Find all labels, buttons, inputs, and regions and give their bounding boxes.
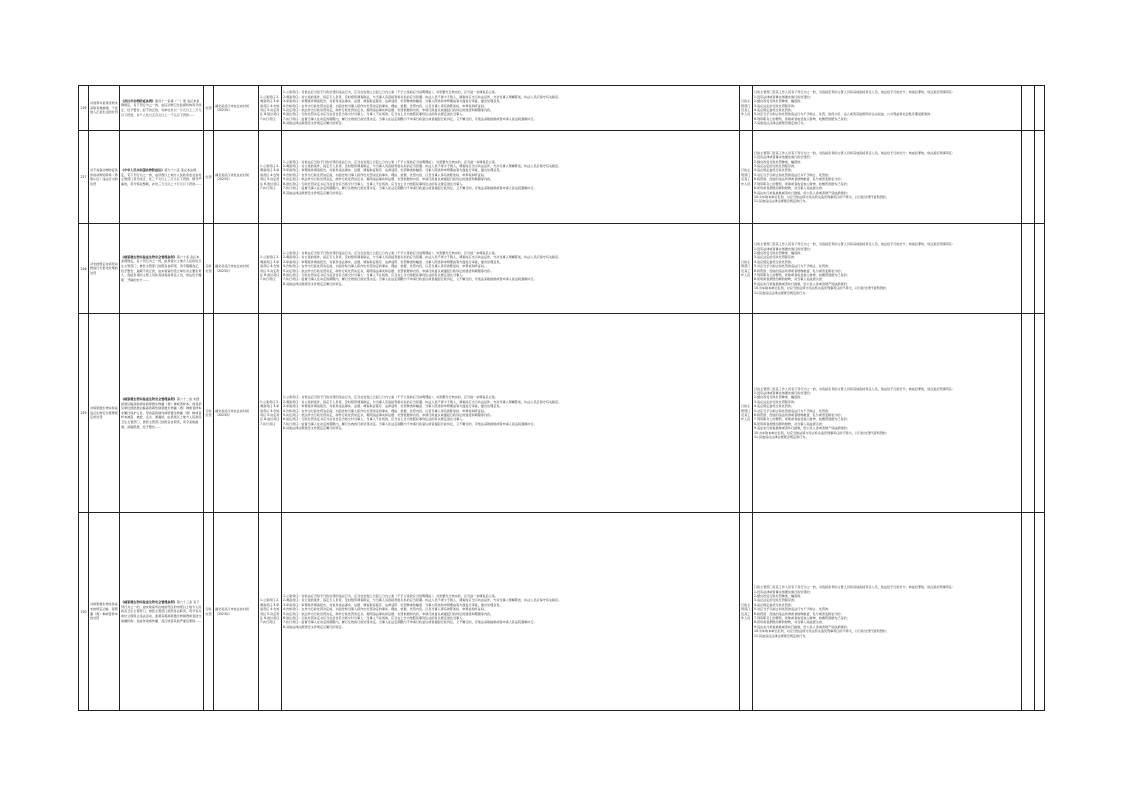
duty-list: 1.立案责任 2.调查责任 3.审查责任 4.告知责任 5.决定责任 6.送达责任 7.执行责任 xyxy=(259,313,282,513)
accountability-line: 8.使用或者损毁扣押的财物，对当事人造成损失的； xyxy=(754,620,826,625)
remark-cell xyxy=(1035,224,1045,313)
remark-cell xyxy=(1022,313,1035,513)
accountability-line: 3.违反法定的行政处罚程序的； xyxy=(754,103,798,108)
accountability-line: 行政主管部门及其工作人员有下列行为之一的，对直接负责的主管人员和其他直接责任人员，依法给予行政处分；构成犯罪的，依法追究刑事责任： xyxy=(754,90,956,95)
row-number: 228 xyxy=(79,224,89,313)
responsibility-line: 4.告知责任：在作出行政处罚决定前，书面告知当事人拟作出处罚决定的事实、理由、依据、处罚内容，以及当事人享有的陈述权、申辩权和听证权。 xyxy=(283,607,488,612)
item-name: 对饲养鸟类等宠物未采取有效措施，干扰他人正常生活的处罚 xyxy=(89,86,120,131)
accountability-line: 2.擅自改变行政处罚种类、幅度的； xyxy=(754,250,804,255)
accountability-line: 4.违反规定委托行政处罚的； xyxy=(754,259,795,264)
document-page xyxy=(78,85,1044,711)
subject-type: 行政处罚 xyxy=(204,224,214,313)
legal-basis-title: 《中华人民共和国动物防疫法》 xyxy=(121,168,165,173)
responsibility-line: 4.告知责任：在作出行政处罚决定前，书面告知当事人拟作出处罚决定的事实、理由、依据、处罚内容，以及当事人享有的陈述权、申辩权和听证权。 xyxy=(283,264,488,269)
responsibility-line: 1.立案责任：对依法应当给予行政处罚的违法行为，应当在发现之日起七日内立案（不予立案的应当说明理由），对需要先行核实的，应当进一步调查后立案。 xyxy=(283,250,498,255)
accountability-line: 9.违法实行检查措施或者执行措施，给公民人身或者财产造成损害的； xyxy=(754,426,850,431)
responsibility-line: 8.其他法律法规规章文件规定应履行的责任。 xyxy=(283,624,345,629)
legal-basis-title: 《病原微生物实验室生物安全管理条例》 xyxy=(121,600,177,605)
accountability-line: 11.其他违反法律法规规章规定的行为。 xyxy=(754,199,809,204)
accountability-line: 10.为牟取本单位私利，对应当依法移交司法机关追究刑事责任的不移交，以行政处罚代替刑罚的； xyxy=(754,430,889,435)
accountability-line: 5.对应当予以制止和处罚的违法行为不予制止、处罚的； xyxy=(754,264,832,269)
accountability-text xyxy=(753,313,1022,513)
responsibility-line: 4.告知责任：在作出行政处罚决定前，书面告知当事人拟作出处罚决定的事实、理由、依据、处罚内容，以及当事人享有的陈述权、申辩权和听证权。 xyxy=(283,172,488,177)
responsibility-line: 1.立案责任：对依法应当给予行政处罚的违法行为，应当在发现之日起七日内立案（不予立案的应当说明理由），对需要先行核实的，应当进一步调查后立案。 xyxy=(283,395,498,400)
responsibility-line: 5.决定责任：依法作出行政处罚决定，制作行政处罚决定书，载明违法事实和证据、处罚依据和内容、申请行政复议或提起行政诉讼的途径和期限等内容。 xyxy=(283,611,494,616)
accountability-line: 3.违反法定的行政处罚程序的； xyxy=(754,598,798,603)
responsibility-text xyxy=(282,86,740,131)
authority: 湖北省武汉市农业农村局（2023年） xyxy=(214,86,259,131)
subject-type: 行政处罚 xyxy=(204,513,214,711)
legal-basis xyxy=(120,513,204,711)
responsibility-table xyxy=(78,85,1045,711)
accountability-line: 11.其他违反法律法规规章规定的行为。 xyxy=(754,633,809,638)
legal-basis-text: 第九十八条 违反本法规定，有下列行为之一的，由县级以上地方人民政府农业农村主管部门责令改正，处三千元以上三万元以下罚款；情节严重的，责令停业整顿，并处三万元以上十万元以下罚款…… xyxy=(121,168,202,186)
subject-type: 处罚 xyxy=(204,131,214,224)
responsibility-line: 3.审查责任：审理案件调查报告，对案件违法事实、证据、调查取证程序、法律适用、处罚种类和幅度、当事人陈述和申辩理由等方面进行审查，提出处理意见。 xyxy=(283,602,503,607)
item-name: 对病原微生物实验室未按规定运输、保管菌（毒）种或者样本的处罚 xyxy=(89,513,120,711)
responsibility-line: 8.其他法律法规规章文件规定应履行的责任。 xyxy=(283,426,345,431)
remark-cell xyxy=(1022,86,1035,131)
responsible-party: 行政主管部门及其工作人员 xyxy=(740,513,753,711)
accountability-line: 1.没有法律或者事实依据实施行政处罚的； xyxy=(754,155,813,160)
legal-basis xyxy=(120,224,204,313)
table-row xyxy=(79,86,1045,131)
responsibility-line: 5.决定责任：依法作出行政处罚决定，制作行政处罚决定书，载明违法事实和证据、处罚依据和内容、申请行政复议或提起行政诉讼的途径和期限等内容。 xyxy=(283,108,494,113)
accountability-line: 1.没有法律或者事实依据实施行政处罚的； xyxy=(754,94,813,99)
accountability-text xyxy=(753,224,1022,313)
table-row xyxy=(79,513,1045,711)
accountability-line: 7.利用职务上的便利，索取或者收受他人财物、收缴罚款据为己有的； xyxy=(754,616,850,621)
legal-basis xyxy=(120,131,204,224)
duty-list: 1.立案责任 2.调查责任 3.审查责任 4.告知责任 5.决定责任 6.送达责任 7.执行责任 xyxy=(259,86,282,131)
remark-cell xyxy=(1035,131,1045,224)
responsibility-line: 7.执行责任：监督当事人在决定的期限内，履行生效的行政处罚决定。当事人在法定期限内不申请行政复议或者提起行政诉讼，又不履行的，可依法采取措施或者申请人民法院强制执行。 xyxy=(283,277,537,282)
responsibility-text xyxy=(282,224,740,313)
legal-basis-title: 《病原微生物实验室生物安全管理条例》 xyxy=(121,396,177,401)
responsibility-line: 5.决定责任：依法作出行政处罚决定，制作行政处罚决定书，载明违法事实和证据、处罚依据和内容、申请行政复议或提起行政诉讼的途径和期限等内容。 xyxy=(283,177,494,182)
row-number: 229 xyxy=(79,313,89,513)
row-number: 227 xyxy=(79,131,89,224)
accountability-line: 10.为牟取本单位私利，对应当依法移交司法机关追究刑事责任的不移交，以行政处罚代替刑罚的； xyxy=(754,629,889,634)
responsibility-line: 8.其他法律法规规章文件规定应履行的责任。 xyxy=(283,190,345,195)
accountability-line: 行政主管部门及其工作人员有下列行为之一的，对直接负责的主管人员和其他直接责任人员，依法给予行政处分；构成犯罪的，依法追究刑事责任： xyxy=(754,242,956,247)
remark-cell xyxy=(1035,86,1045,131)
responsibility-line: 7.执行责任：监督当事人在决定的期限内，履行生效的行政处罚决定。当事人在法定期限内不申请行政复议或者提起行政诉讼，又不履行的，可依法采取措施或者申请人民法院强制执行。 xyxy=(283,116,537,121)
item-name: 对未按规定对病死动物进行无害化处理的处罚 xyxy=(89,224,120,313)
accountability-line: 9.违法实行检查措施或者执行措施，给公民人身或者财产造成损害的； xyxy=(754,190,850,195)
accountability-line: 1.没有法律或者事实依据实施行政处罚的； xyxy=(754,589,813,594)
responsibility-line: 3.审查责任：审理案件调查报告，对案件违法事实、证据、调查取证程序、法律适用、处罚种类和幅度、当事人陈述和申辩理由等方面进行审查，提出处理意见。 xyxy=(283,259,503,264)
accountability-line: 8.使用或者损毁扣押的财物，对当事人造成损失的； xyxy=(754,277,826,282)
table-row xyxy=(79,131,1045,224)
accountability-line: 3.违反法定的行政处罚程序的； xyxy=(754,399,798,404)
authority: 湖北省武汉市农业农村局（2023年） xyxy=(214,131,259,224)
responsibility-line: 3.审查责任：审理案件调查报告，对案件违法事实、证据、调查取证程序、法律适用、处罚种类和幅度、当事人陈述和申辩理由等方面进行审查，提出处理意见。 xyxy=(283,168,503,173)
legal-basis-title: 《武汉市动物防疫条例》 xyxy=(121,98,156,103)
remark-cell xyxy=(1022,513,1035,711)
table-body xyxy=(79,86,1045,711)
duty-list: 1.立案责任 2.调查责任 3.审查责任 4.告知责任 5.决定责任 6.送达责任 7.执行责任 xyxy=(259,131,282,224)
responsibility-line: 3.审查责任：审理案件调查报告，对案件违法事实、证据、调查取证程序、法律适用、处罚种类和幅度、当事人陈述和申辩理由等方面进行审查，提出处理意见。 xyxy=(283,404,503,409)
responsibility-line: 2.调查责任：对立案的案件，指定专人负责，及时组织调查取证，与当事人有直接利害关系的应当回避。执法人员不得少于两人，调查时应出示执法证件，允许当事人辩解陈述，执法人员应保守有关秘密。 xyxy=(283,598,562,603)
responsibility-line: 2.调查责任：对立案的案件，指定专人负责，及时组织调查取证，与当事人有直接利害关系的应当回避。执法人员不得少于两人，调查时应出示执法证件，允许当事人辩解陈述，执法人员应保守有关秘密。 xyxy=(283,94,562,99)
accountability-line: 6.将罚款、没收的违法所得或者财物截留、私分或者变相私分的； xyxy=(754,177,844,182)
accountability-line: 3.违反法定的行政处罚程序的； xyxy=(754,164,798,169)
responsibility-line: 2.调查责任：对立案的案件，指定专人负责，及时组织调查取证，与当事人有直接利害关系的应当回避。执法人员不得少于两人，调查时应出示执法证件，允许当事人辩解陈述，执法人员应保守有关秘密。 xyxy=(283,164,562,169)
accountability-line: 2.擅自改变行政处罚种类、幅度的； xyxy=(754,594,804,599)
responsible-party: 行政主管部门及其工作人员 xyxy=(740,131,753,224)
responsible-party: 行政主管部门及其工作人员 xyxy=(740,86,753,131)
remark-cell xyxy=(1035,313,1045,513)
legal-basis-text: 第六十二条 未经批准运输高致病性病原微生物菌（毒）种或者样本，或者承运单位经批准运输高致病性病原微生物菌（毒）种或者样本未履行保护义务，导致高致病性病原微生物菌（毒）种或者样本被盗、被抢、丢失、泄漏的，由县级以上地方人民政府卫生主管部门、兽医主管部门依照各自职责，责令采取措施，消除隐患，给予警告…… xyxy=(121,396,202,429)
accountability-line: 8.使用或者损毁扣押的财物，对当事人造成损失的； xyxy=(754,186,826,191)
accountability-line: 11.其他违反法律法规规章规定的行为。 xyxy=(754,290,809,295)
legal-basis-text: 第四十一条第（一）项 违反本条例规定，有下列行为之一的，由区动物卫生监督机构责令改正，给予警告；拒不改正的，对单位处以一万元以上二万元以下罚款，对个人处以五百元以上一千元以下罚款…… xyxy=(121,98,202,117)
legal-basis-text: 第六十三条 有下列行为之一的，由实验室所在地的设区的市级以上地方人民政府卫生主管部门、兽医主管部门依照各自职责，责令有关单位立即停止违法活动，监督其将病原微生物销毁或者送交保藏机构；造成传染病传播、流行或者其他严重后果的…… xyxy=(121,600,202,623)
responsibility-line: 8.其他法律法规规章文件规定应履行的责任。 xyxy=(283,281,345,286)
accountability-line: 4.违反规定委托行政处罚的； xyxy=(754,602,795,607)
authority: 湖北省武汉市农业农村局（2023年） xyxy=(214,224,259,313)
accountability-text xyxy=(753,513,1022,711)
subject-type: 行政处罚 xyxy=(204,313,214,513)
duty-list: 1.立案责任 2.调查责任 3.审查责任 4.告知责任 5.决定责任 6.送达责任 7.执行责任 xyxy=(259,513,282,711)
accountability-line: 7.利用职务上的便利，索取或者收受他人财物、收缴罚款据为己有的； xyxy=(754,417,850,422)
table-row xyxy=(79,224,1045,313)
subject-type: 处罚 xyxy=(204,86,214,131)
accountability-line: 5.对应当予以制止和处罚的违法行为不予制止、处罚的； xyxy=(754,408,832,413)
accountability-line: 5.对应当予以制止和处罚的违法行为不予制止、处罚，致使公民、法人或者其他组织的合法权益、公共利益和社会秩序遭受损害的； xyxy=(754,112,934,117)
accountability-line: 7.利用职务上的便利，索取或者收受他人财物、收缴罚款据为己有的； xyxy=(754,181,850,186)
accountability-line: 7.利用职务上的便利，索取或者收受他人财物、收缴罚款据为己有的； xyxy=(754,272,850,277)
responsibility-text xyxy=(282,513,740,711)
accountability-line: 行政主管部门及其工作人员有下列行为之一的，对直接负责的主管人员和其他直接责任人员，依法给予行政处分；构成犯罪的，依法追究刑事责任： xyxy=(754,585,956,590)
responsibility-line: 7.执行责任：监督当事人在决定的期限内，履行生效的行政处罚决定。当事人在法定期限内不申请行政复议或者提起行政诉讼，又不履行的，可依法采取措施或者申请人民法院强制执行。 xyxy=(283,186,537,191)
responsibility-line: 8.其他法律法规规章文件规定应履行的责任。 xyxy=(283,121,345,126)
accountability-line: 9.违法实行检查措施或者执行措施，给公民人身或者财产造成损害的； xyxy=(754,281,850,286)
accountability-text xyxy=(753,86,1022,131)
legal-basis-text: 第六十条 违反本条例规定，有下列行为之一的，由县级以上地方人民政府卫生主管部门、兽医主管部门依照各自职责，责令限期改正，给予警告；逾期不改正的，由实验室的设立单位对主要负责人、直接负责的主管人员和其他直接责任人员，依法给予撤职、开除的处分…… xyxy=(121,254,202,282)
authority: 湖北省武汉市农业农村局（2023年） xyxy=(214,513,259,711)
accountability-line: 1.没有法律或者事实依据实施行政处罚的； xyxy=(754,246,813,251)
accountability-line: 10.为牟取本单位私利，对应当依法移交司法机关追究刑事责任的不移交，以行政处罚代替刑罚的； xyxy=(754,286,889,291)
responsibility-line: 6.送达责任：行政处罚决定书应当在宣告后当场交付当事人；当事人不在场的，应当在七日内依照民事诉讼法的有关规定送达当事人。 xyxy=(283,181,466,186)
responsibility-line: 4.告知责任：在作出行政处罚决定前，书面告知当事人拟作出处罚决定的事实、理由、依据、处罚内容，以及当事人享有的陈述权、申辩权和听证权。 xyxy=(283,408,488,413)
accountability-line: 6.利用职务上的便利，索取或者收受他人财物、收缴罚款据为己有的； xyxy=(754,116,850,121)
accountability-line: 7.其他违反法律法规规章规定的行为。 xyxy=(754,121,807,126)
accountability-line: 8.使用或者损毁扣押的财物，对当事人造成损失的； xyxy=(754,421,826,426)
accountability-text xyxy=(753,131,1022,224)
accountability-line: 6.将罚款、没收的违法所得或者财物截留、私分或者变相私分的； xyxy=(754,611,844,616)
responsibility-line: 7.执行责任：监督当事人在决定的期限内，履行生效的行政处罚决定。当事人在法定期限内不申请行政复议或者提起行政诉讼，又不履行的，可依法采取措施或者申请人民法院强制执行。 xyxy=(283,421,537,426)
responsibility-line: 6.送达责任：行政处罚决定书应当在宣告后当场交付当事人；当事人不在场的，应当在七日内依照民事诉讼法的有关规定送达当事人。 xyxy=(283,112,466,117)
responsibility-line: 2.调查责任：对立案的案件，指定专人负责，及时组织调查取证，与当事人有直接利害关系的应当回避。执法人员不得少于两人，调查时应出示执法证件，允许当事人辩解陈述，执法人员应保守有关秘密。 xyxy=(283,399,562,404)
accountability-line: 4.违反规定委托行政处罚的； xyxy=(754,168,795,173)
responsibility-line: 5.决定责任：依法作出行政处罚决定，制作行政处罚决定书，载明违法事实和证据、处罚依据和内容、申请行政复议或提起行政诉讼的途径和期限等内容。 xyxy=(283,268,494,273)
accountability-line: 6.将罚款、没收的违法所得或者财物截留、私分或者变相私分的； xyxy=(754,413,844,418)
responsibility-text xyxy=(282,313,740,513)
accountability-line: 5.对应当予以制止和处罚的违法行为不予制止、处罚的； xyxy=(754,607,832,612)
responsibility-line: 5.决定责任：依法作出行政处罚决定，制作行政处罚决定书，载明违法事实和证据、处罚依据和内容、申请行政复议或提起行政诉讼的途径和期限等内容。 xyxy=(283,413,494,418)
responsibility-text xyxy=(282,131,740,224)
responsibility-line: 1.立案责任：对依法应当给予行政处罚的违法行为，应当在发现之日起七日内立案（不予立案的应当说明理由），对需要先行核实的，应当进一步调查后立案。 xyxy=(283,594,498,599)
table-row xyxy=(79,313,1045,513)
accountability-line: 11.其他违反法律法规规章规定的行为。 xyxy=(754,435,809,440)
authority: 湖北省武汉市农业农村局（2023年） xyxy=(214,313,259,513)
responsibility-line: 7.执行责任：监督当事人在决定的期限内，履行生效的行政处罚决定。当事人在法定期限内不申请行政复议或者提起行政诉讼，又不履行的，可依法采取措施或者申请人民法院强制执行。 xyxy=(283,620,537,625)
accountability-line: 4.违反规定委托行政处罚的； xyxy=(754,108,795,113)
accountability-line: 5.对应当予以制止和处罚的违法行为不予制止、处罚的； xyxy=(754,172,832,177)
accountability-line: 2.擅自改变行政处罚种类、幅度的； xyxy=(754,159,804,164)
accountability-line: 4.违反规定委托行政处罚的； xyxy=(754,404,795,409)
row-number: 230 xyxy=(79,513,89,711)
responsibility-line: 6.送达责任：行政处罚决定书应当在宣告后当场交付当事人；当事人不在场的，应当在七日内依照民事诉讼法的有关规定送达当事人。 xyxy=(283,272,466,277)
responsibility-line: 4.告知责任：在作出行政处罚决定前，书面告知当事人拟作出处罚决定的事实、理由、依据、处罚内容，以及当事人享有的陈述权、申辩权和听证权。 xyxy=(283,103,488,108)
accountability-line: 行政主管部门及其工作人员有下列行为之一的，对直接负责的主管人员和其他直接责任人员，依法给予行政处分；构成犯罪的，依法追究刑事责任： xyxy=(754,150,956,155)
responsible-party: 行政主管部门及其工作人员 xyxy=(740,313,753,513)
accountability-line: 6.将罚款、没收的违法所得或者财物截留、私分或者变相私分的； xyxy=(754,268,844,273)
accountability-line: 行政主管部门及其工作人员有下列行为之一的，对直接负责的主管人员和其他直接责任人员，依法给予行政处分；构成犯罪的，依法追究刑事责任： xyxy=(754,386,956,391)
legal-basis xyxy=(120,86,204,131)
accountability-line: 2.擅自改变行政处罚种类、幅度的； xyxy=(754,99,804,104)
remark-cell xyxy=(1035,513,1045,711)
legal-basis xyxy=(120,313,204,513)
accountability-line: 2.擅自改变行政处罚种类、幅度的； xyxy=(754,395,804,400)
responsibility-line: 2.调查责任：对立案的案件，指定专人负责，及时组织调查取证，与当事人有直接利害关系的应当回避。执法人员不得少于两人，调查时应出示执法证件，允许当事人辩解陈述，执法人员应保守有关秘密。 xyxy=(283,255,562,260)
responsibility-line: 1.立案责任：对依法应当给予行政处罚的违法行为，应当在发现之日起七日内立案（不予立案的应当说明理由），对需要先行核实的，应当进一步调查后立案。 xyxy=(283,90,498,95)
responsible-party: 行政主管部门及其工作人员 xyxy=(740,224,753,313)
remark-cell xyxy=(1022,224,1035,313)
accountability-line: 9.违法实行检查措施或者执行措施，给公民人身或者财产造成损害的； xyxy=(754,624,850,629)
item-name: 对不具备动物防疫条件的动物饲养场（养殖小区）违法行为的处罚 xyxy=(89,131,120,224)
remark-cell xyxy=(1022,131,1035,224)
responsibility-line: 1.立案责任：对依法应当给予行政处罚的违法行为，应当在发现之日起七日内立案（不予立案的应当说明理由），对需要先行核实的，应当进一步调查后立案。 xyxy=(283,159,498,164)
responsibility-line: 6.送达责任：行政处罚决定书应当在宣告后当场交付当事人；当事人不在场的，应当在七日内依照民事诉讼法的有关规定送达当事人。 xyxy=(283,616,466,621)
item-name: 对病原微生物实验室违反生物安全管理规定的处罚 xyxy=(89,313,120,513)
accountability-line: 10.为牟取本单位私利，对应当依法移交司法机关追究刑事责任的不移交，以行政处罚代替刑罚的； xyxy=(754,194,889,199)
responsibility-line: 6.送达责任：行政处罚决定书应当在宣告后当场交付当事人；当事人不在场的，应当在七日内依照民事诉讼法的有关规定送达当事人。 xyxy=(283,417,466,422)
duty-list: 1.立案责任 2.调查责任 3.审查责任 4.告知责任 5.决定责任 6.送达责任 7.执行责任 xyxy=(259,224,282,313)
accountability-line: 1.没有法律或者事实依据实施行政处罚的； xyxy=(754,391,813,395)
responsibility-line: 3.审查责任：审理案件调查报告，对案件违法事实、证据、调查取证程序、法律适用、处罚种类和幅度、当事人陈述和申辩理由等方面进行审查，提出处理意见。 xyxy=(283,99,503,104)
row-number: 226 xyxy=(79,86,89,131)
legal-basis-title: 《病原微生物实验室生物安全管理条例》 xyxy=(121,254,177,259)
accountability-line: 3.违反法定的行政处罚程序的； xyxy=(754,255,798,260)
